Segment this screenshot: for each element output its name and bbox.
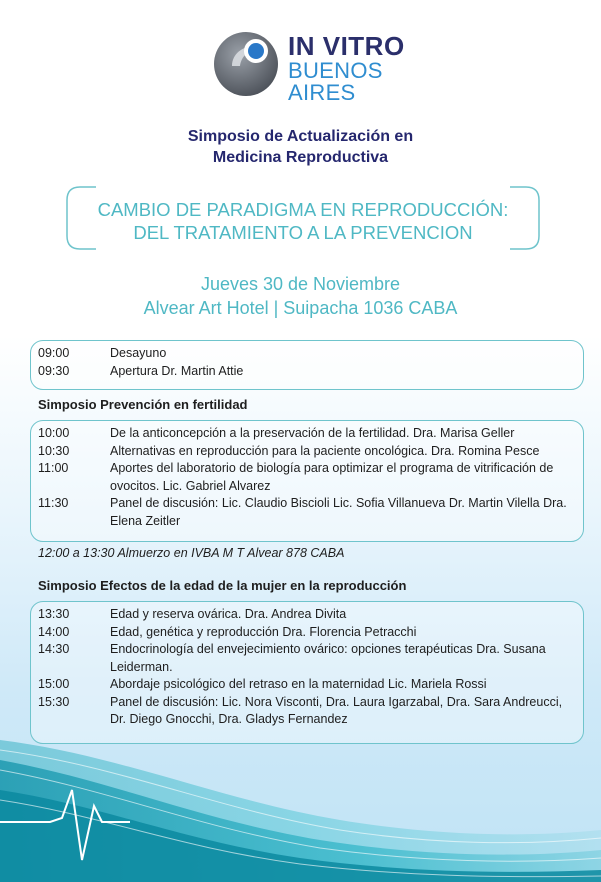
schedule-desc: Endocrinología del envejecimiento ovárico: opciones terapéuticas Dra. Susana Leiderman. [110,642,546,674]
schedule-row [31,443,583,461]
schedule-time: 10:00 [38,426,70,440]
schedule-time: 10:30 [38,443,70,458]
schedule-row [31,624,583,642]
schedule-desc: Panel de discusión: Lic. Nora Visconti, Dra. Laura Igarzabal, Dra. Sara Andreucci, Dr. Diego Gnocchi, Dra. Gladys Fernandez [110,694,563,726]
lunch-note: 12:00 a 13:30 Almuerzo en IVBA M T Alvear 878 CABA [38,546,345,560]
schedule-time: 15:00 [38,677,70,691]
decorative-waves [0,700,601,882]
schedule-time: 11:30 [38,496,69,510]
schedule-desc: Edad, genética y reproducción Dra. Florencia Petracchi [110,624,417,639]
section2-title: Simposio Efectos de la edad de la mujer en la reproducción [38,578,407,593]
schedule-row [31,425,583,443]
symposium-title-line2: Medicina Reproductiva [212,149,389,166]
schedule-desc: Desayuno [110,346,167,360]
paradigm-line1: CAMBIO DE PARADIGMA EN REPRODUCCIÓN: [97,199,509,220]
event-info [0,272,601,320]
schedule-desc: Panel de discusión: Lic. Claudio Biscioli Lic. Sofia Villanueva Dr. Martin Vilella Dra. Elena Zeitler [110,496,567,528]
schedule-time: 09:00 [38,346,70,360]
paradigm-line2: DEL TRATAMIENTO A LA PREVENCION [133,222,473,243]
symposium-title-line1: Simposio de Actualización en [187,128,414,145]
schedule-row [31,676,583,694]
section1-schedule [30,420,584,542]
symposium-title [0,126,601,168]
event-venue: Alvear Art Hotel | Suipacha 1036 CABA [143,298,458,318]
schedule-row [31,495,583,530]
schedule-row [31,363,583,381]
schedule-row [31,641,583,676]
schedule-desc: Edad y reserva ovárica. Dra. Andrea Divita [110,607,347,621]
schedule-time: 11:00 [38,461,69,475]
schedule-desc: Apertura Dr. Martin Attie [110,363,244,378]
schedule-row [31,606,583,624]
schedule-time: 13:30 [38,607,70,621]
section1-title: Simposio Prevención en fertilidad [38,397,248,412]
logo-subtitle-2: AIRES [288,80,356,105]
in-vitro-logo [212,26,412,106]
logo-title: IN VITRO [288,31,405,61]
opening-schedule [30,340,584,390]
paradigm-banner [66,186,540,250]
schedule-time: 09:30 [38,363,70,378]
logo-icon [212,26,284,98]
schedule-row [31,460,583,495]
logo-subtitle-1: BUENOS [288,58,383,83]
schedule-desc: Alternativas en reproducción para la paciente oncológica. Dra. Romina Pesce [110,443,540,458]
schedule-desc: De la anticoncepción a la preservación de la fertilidad. Dra. Marisa Geller [110,426,515,440]
schedule-row [31,345,583,363]
schedule-desc: Aportes del laboratorio de biología para optimizar el programa de vitrificación de ovocitos. Lic. Gabriel Alvarez [110,461,554,493]
schedule-time: 14:00 [38,624,70,639]
schedule-time: 14:30 [38,642,70,656]
schedule-time: 15:30 [38,694,70,709]
schedule-desc: Abordaje psicológico del retraso en la maternidad Lic. Mariela Rossi [110,677,487,691]
event-date: Jueves 30 de Noviembre [200,274,401,294]
